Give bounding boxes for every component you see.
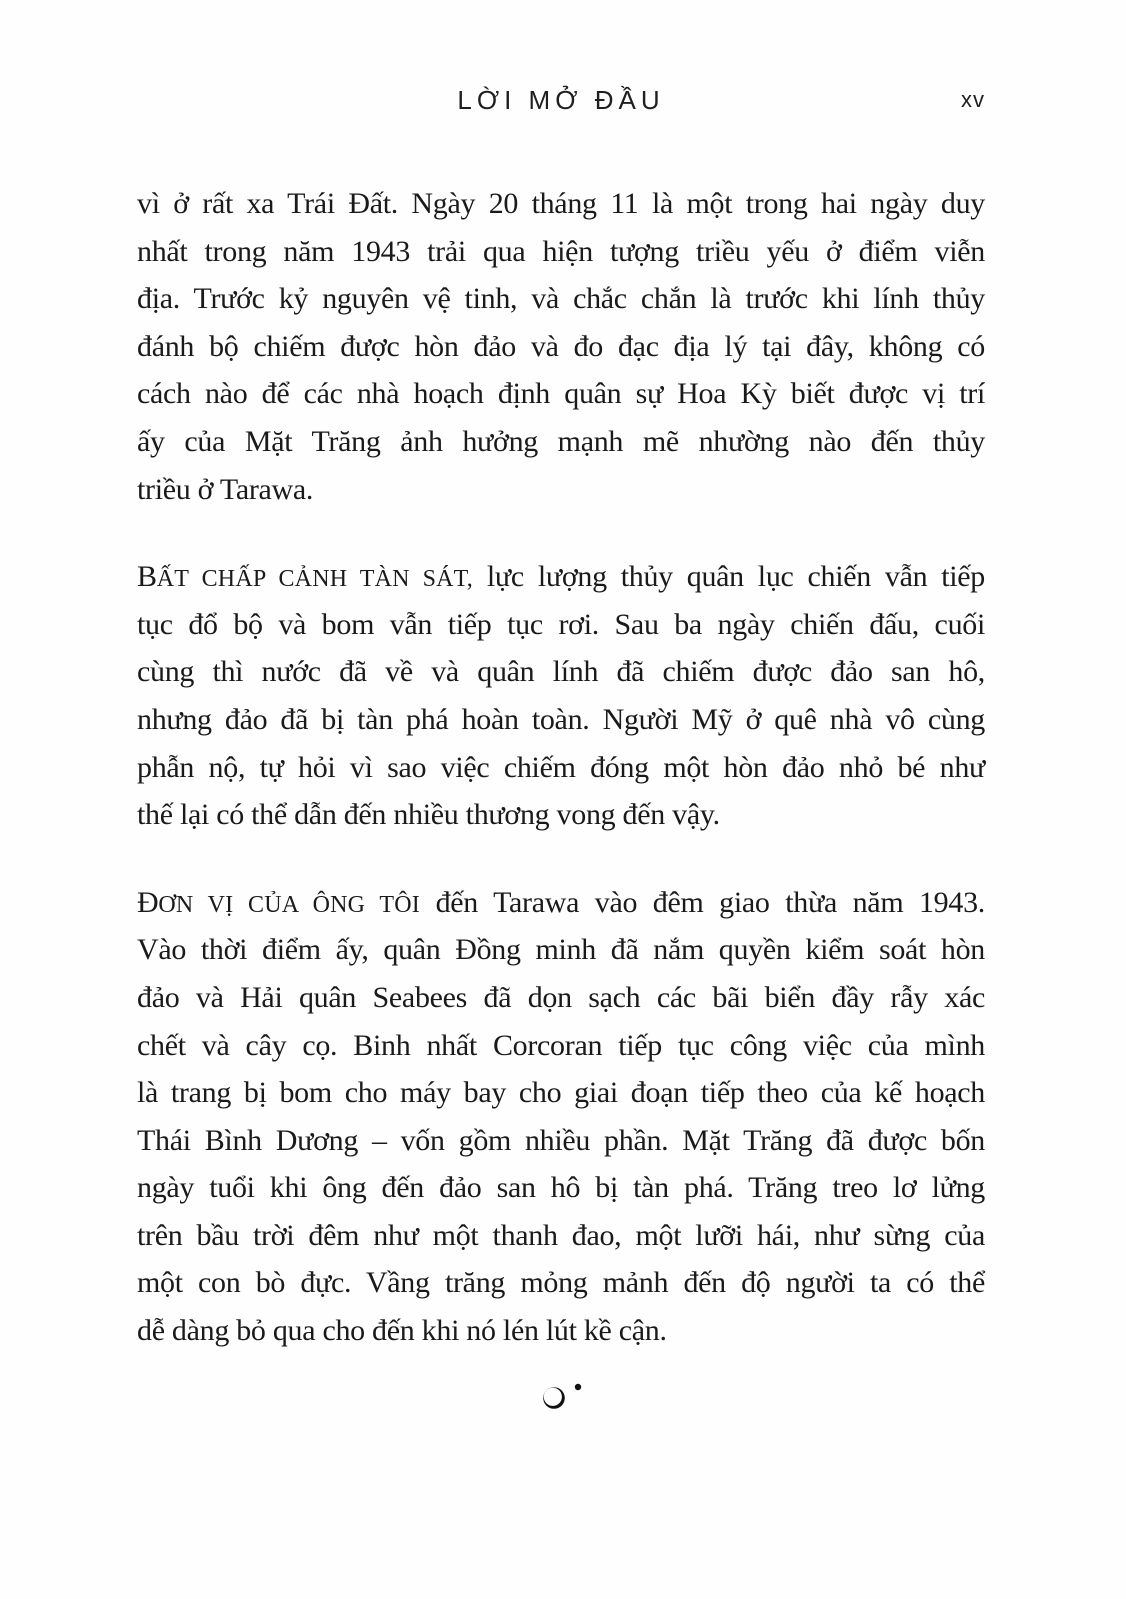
small-caps-text: ẤT CHẤP CẢNH TÀN SÁT, [156,566,473,593]
text-line [137,323,985,371]
body-text: chết và cây cọ. Binh nhất Corcoran tiếp tục công việc của mình [137,1028,985,1062]
text-line [137,879,985,927]
text-block [137,180,985,1355]
body-text: đảo và Hải quân Seabees đã dọn sạch các bãi biển đầy rẫy xác [137,980,985,1014]
page-number: xv [961,87,985,112]
body-text: trên bầu trời đêm như một thanh đao, một lưỡi hái, như sừng của [137,1218,985,1252]
body-text: thế lại có thể dẫn đến nhiều thương vong đến vậy. [137,798,720,832]
body-text: dễ dàng bỏ qua cho đến khi nó lén lút kề cận. [137,1314,667,1348]
body-text: cách nào để các nhà hoạch định quân sự Hoa Kỳ biết được vị trí [137,377,985,411]
paragraph [137,879,985,1355]
body-text: B [137,560,157,594]
text-line [137,1307,985,1355]
text-line [137,228,985,276]
body-text: triều ở Tarawa. [137,472,314,506]
text-line [137,601,985,649]
running-head [137,84,985,116]
body-text: tục đổ bộ và bom vẫn tiếp tục rơi. Sau ba ngày chiến đấu, cuối [137,607,985,641]
body-text: đến Tarawa vào đêm giao thừa năm 1943. [419,885,985,919]
body-text: ấy của Mặt Trăng ảnh hưởng mạnh mẽ nhường nào đến thủy [137,424,985,458]
text-line [137,696,985,744]
body-text: phẫn nộ, tự hỏi vì sao việc chiếm đóng một hòn đảo nhỏ bé như [137,750,985,784]
text-line [137,553,985,601]
paragraph [137,180,985,513]
text-line [137,1164,985,1212]
body-text: nhất trong năm 1943 trải qua hiện tượng triều yếu ở điểm viễn [137,234,985,268]
text-line [137,1022,985,1070]
text-line [137,275,985,323]
text-line [137,370,985,418]
text-line [137,926,985,974]
text-line [137,1212,985,1260]
text-line [137,180,985,228]
body-text: lực lượng thủy quân lục chiến vẫn tiếp [472,560,985,594]
text-line [137,466,985,514]
text-line [137,418,985,466]
body-text: đánh bộ chiếm được hòn đảo và đo đạc địa lý tại đây, không có [137,329,985,363]
text-line [137,744,985,792]
body-text: ngày tuổi khi ông đến đảo san hô bị tàn phá. Trăng treo lơ lửng [137,1171,985,1205]
body-text: một con bò đực. Vầng trăng mỏng mảnh đến độ người ta có thể [137,1266,985,1300]
moon-phase-ornament-icon [528,1375,590,1417]
body-text: vì ở rất xa Trái Đất. Ngày 20 tháng 11 là một trong hai ngày duy [137,187,985,220]
small-caps-text: ƠN VỊ CỦA ÔNG TÔI [158,891,420,918]
text-line [137,1069,985,1117]
body-text: địa. Trước kỷ nguyên vệ tinh, và chắc chắn là trước khi lính thủy [137,282,985,316]
text-line [137,648,985,696]
text-line [137,791,985,839]
page-title: LỜI MỞ ĐẦU [457,85,665,115]
text-line [137,1259,985,1307]
body-text: cùng thì nước đã về và quân lính đã chiếm được đảo san hô, [137,655,985,689]
paragraph [137,553,985,839]
body-text: nhưng đảo đã bị tàn phá hoàn toàn. Người Mỹ ở quê nhà vô cùng [137,702,985,736]
body-text: Vào thời điểm ấy, quân Đồng minh đã nắm quyền kiểm soát hòn [137,933,985,967]
body-text: Thái Bình Dương – vốn gồm nhiều phần. Mặt Trăng đã được bốn [137,1123,985,1157]
text-line [137,974,985,1022]
text-line [137,1117,985,1165]
body-text: Đ [137,885,159,919]
body-text: là trang bị bom cho máy bay cho giai đoạn tiếp theo của kế hoạch [137,1076,985,1110]
